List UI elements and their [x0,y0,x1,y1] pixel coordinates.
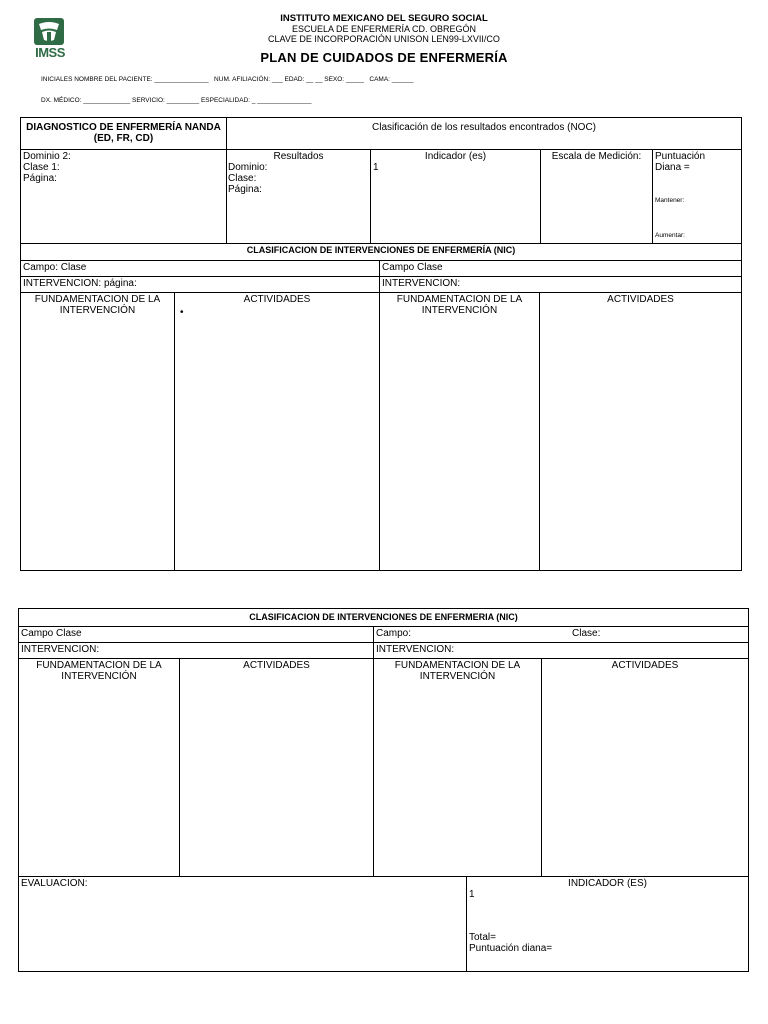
intervencion-left: INTERVENCION: página: [23,278,137,289]
indicador-value: 1 [373,162,379,173]
incorporation-code: CLAVE DE INCORPORACIÓN UNISON LEN99-LXVII/CO [268,34,500,44]
patient-fields-row2: DX. MÉDICO: _____________ SERVICIO: _________ ESPECIALIDAD: _ _______________ [41,97,312,104]
fundamentacion-right: FUNDAMENTACION DE LA INTERVENCIÓN [396,294,523,316]
care-plan-table-1 [20,117,742,571]
activity-bullet: • [180,307,184,318]
nanda-diagnosis-header: DIAGNOSTICO DE ENFERMERÍA NANDA (ED, FR, CD) [26,122,221,144]
evaluacion-label: EVALUACION: [21,878,88,889]
logo-text: IMSS [35,45,65,60]
t2-actividades-right: ACTIVIDADES [611,660,679,671]
t2-fundamentacion-left: FUNDAMENTACION DE LA INTERVENCIÓN [36,660,162,682]
institute-name: INSTITUTO MEXICANO DEL SEGURO SOCIAL [280,13,488,24]
mantener-label: Mantener: [655,197,685,204]
t2-intervencion-left: INTERVENCION: [21,644,100,655]
escala-medicion: Escala de Medición: [551,151,642,162]
dominio-clase-pagina: Dominio 2: Clase 1: Página: [23,151,71,184]
t2-indicador-value: 1 [469,889,475,900]
total-puntuacion-diana: Total= Puntuación diana= [469,932,553,954]
puntuacion-diana: Puntuación Diana = [655,151,706,173]
page-title: PLAN DE CUIDADOS DE ENFERMERÍA [260,50,508,65]
campo-clase-right: Campo Clase [382,262,443,273]
t2-campo-clase-left: Campo Clase [21,628,82,639]
resultados-body: Dominio: Clase: Página: [228,162,268,195]
intervencion-right: INTERVENCION: [382,278,461,289]
nic-header-2: CLASIFICACION DE INTERVENCIONES DE ENFERMERIA (NIC) [249,612,518,622]
actividades-left: ACTIVIDADES [243,294,311,305]
t2-indicador-title: INDICADOR (ES) [568,878,647,889]
campo-clase-left: Campo: Clase [23,262,87,273]
indicador-title: Indicador (es) [424,151,487,162]
t2-clase-right: Clase: [572,628,601,639]
actividades-right: ACTIVIDADES [607,294,674,305]
t2-actividades-left: ACTIVIDADES [243,660,310,671]
t2-campo-right: Campo: [376,628,412,639]
care-plan-table-2 [18,608,749,972]
resultados-title: Resultados [273,151,324,162]
patient-fields-row1: INICIALES NOMBRE DEL PACIENTE: _______________ NUM. AFILIACIÓN: ___ EDAD: __ __ SEXO: _____ CAMA: ______ [41,76,414,83]
t2-fundamentacion-right: FUNDAMENTACION DE LA INTERVENCIÓN [394,660,521,682]
aumentar-label: Aumentar: [655,232,685,239]
nic-header-1: CLASIFICACION DE INTERVENCIONES DE ENFERMERÍA (NIC) [246,245,516,255]
noc-header: Clasificación de los resultados encontrados (NOC) [372,122,596,133]
school-name: ESCUELA DE ENFERMERÍA CD. OBREGÓN [291,24,477,34]
t2-intervencion-right: INTERVENCION: [376,644,455,655]
imss-logo [30,18,70,62]
fundamentacion-left: FUNDAMENTACION DE LA INTERVENCIÓN [34,294,161,316]
